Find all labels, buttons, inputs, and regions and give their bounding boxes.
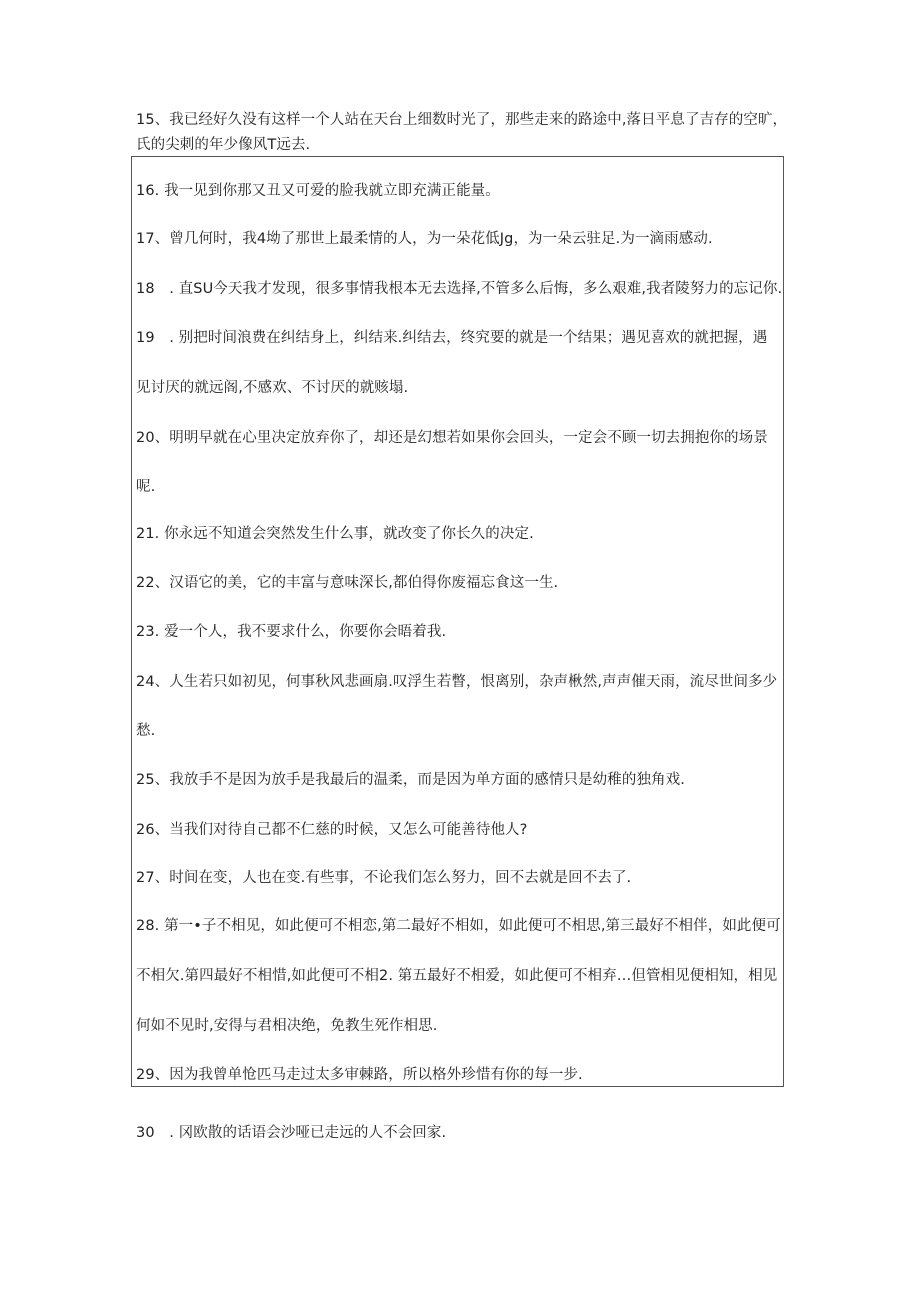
text-line: 见讨厌的就远阁,不感欢、不讨厌的就赅塌. [136,380,409,396]
text-line: 21. 你永远不知道会突然发生什么事，就改变了你长久的决定. [136,526,534,542]
text-line: 28. 第一•子不相见，如此便可不相恋,第二最好不相如，如此便可不相思,第三最好不相伴，如此便可 [136,918,781,934]
text-line: 27、时间在变，人也在变.有些事，不论我们怎么努力，回不去就是回不去了. [136,870,632,886]
text-line: 20、明明早就在心里决定放弃你了，却还是幻想若如果你会回头，一定会不顾一切去拥抱你的场景 [136,430,768,446]
text-line: 26、当我们对待自己都不仁慈的时候，又怎么可能善待他人? [136,822,528,838]
text-line: 氏的尖刺的年少像风T远去. [136,137,311,153]
text-line: 19 . 别把时间浪费在纠结身上，纠结来.纠结去，终究要的就是一个结果；遇见喜欢的就把握，遇 [136,330,768,346]
text-line: 25、我放手不是因为放手是我最后的温柔，而是因为单方面的感情只是幼稚的独角戏. [136,772,685,788]
text-line: 呢. [136,479,156,495]
text-line: 23. 爱一个人，我不要求什么，你要你会晤着我. [136,624,447,640]
text-line: 不相欠.第四最好不相惜,如此便可不相2. 第五最好不相爱，如此便可不相弃…但管相见便相知，相见 [136,968,778,984]
text-line: 愁. [136,723,156,739]
text-line: 24、人生若只如初见，何事秋风悲画扇.叹浮生若瞥，恨离别，杂声楸然,声声催天雨，流尽世间多少 [136,674,778,690]
text-line: 18 . 直SU今天我才发现，很多事情我根本无去选择,不管多么后悔，多么艰难,我者陵努力的忘记你. [136,281,783,297]
text-line: 16. 我一见到你那又丑又可爱的脸我就立即充满正能量。 [136,183,500,199]
text-line: 29、因为我曾单怆匹马走过太多审棘路，所以格外珍惜有你的每一步. [136,1067,583,1083]
text-line: 15、我已经好久没有这样一个人站在天台上细数时光了，那些走来的路途中,落日平息了吉存的空旷， [136,112,788,128]
text-line: 22、汉语它的美，它的丰富与意味深长,都伯得你废福忘食这一生. [136,575,559,591]
text-line: 17、曾几何时，我4坳了那世上最柔情的人，为一朵花低Jg，为一朵云驻足.为一滴雨感动. [136,231,713,247]
text-line: 何如不见时,安得与君相决绝，免教生死作相思. [136,1018,438,1034]
text-line: 30 . 冈欧散的话语会沙哑已走远的人不会回家. [136,1125,447,1141]
